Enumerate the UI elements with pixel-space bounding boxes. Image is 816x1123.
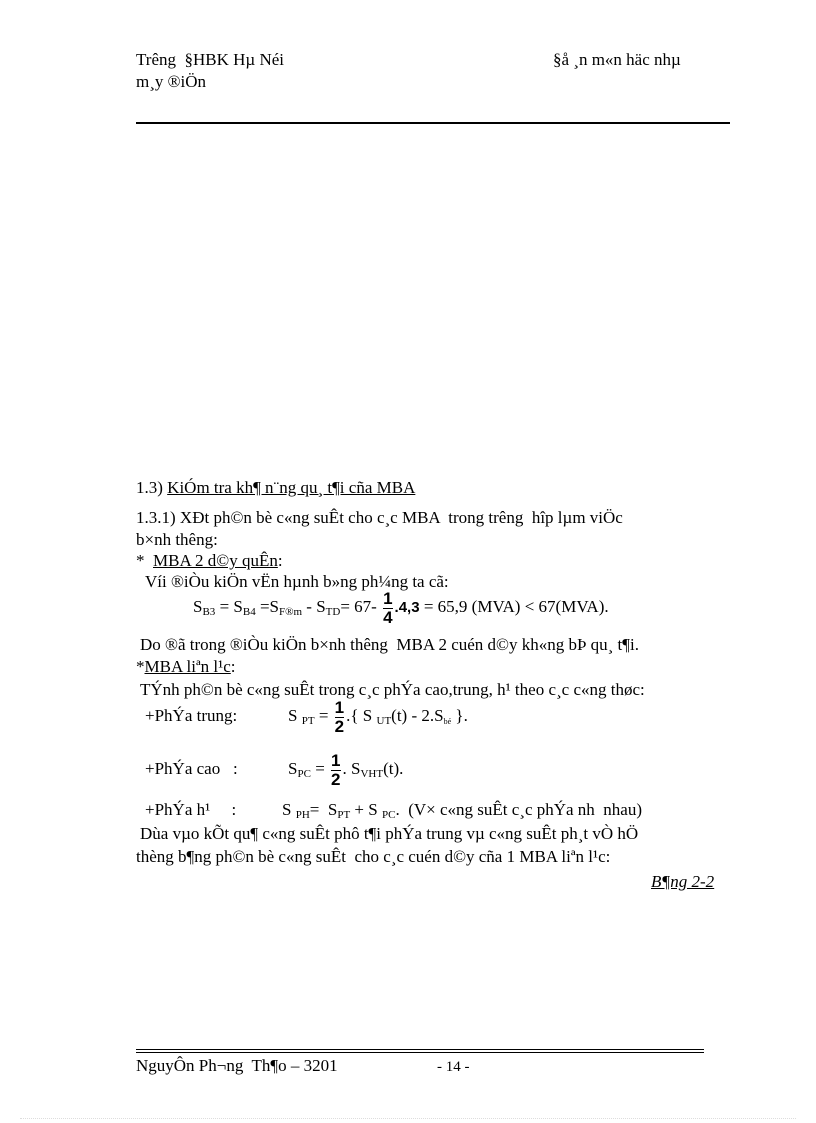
colon: :	[230, 657, 236, 676]
f-sub: PC	[381, 809, 396, 821]
formula-high	[288, 750, 403, 793]
f-sub: bé	[443, 717, 452, 726]
f-sub: PC	[297, 768, 311, 780]
mba2-heading	[136, 551, 283, 571]
f-text: S	[193, 597, 203, 616]
f-text: S	[282, 800, 296, 819]
para-line2: thèng b¶ng ph©n bè c«ng suÊt cho c¸c cuén d©y cña 1 MBA liªn l¹c:	[136, 847, 611, 866]
f-text: (t).	[383, 759, 404, 778]
mba2-title: MBA 2 d©y quÊn	[153, 551, 278, 570]
f-text: =S	[255, 597, 279, 616]
f-text: }.	[451, 706, 468, 725]
intro-text: Víi ®iÒu kiÖn vËn hµnh b»ng ph¼ng ta cã:	[145, 572, 449, 591]
f-text: =	[314, 706, 333, 725]
f-text: + S	[350, 800, 382, 819]
f-text: .{ S	[346, 706, 377, 725]
f-sub: B4	[242, 606, 256, 618]
f-result: = 65,9 (MVA) < 67(MVA).	[419, 597, 609, 616]
auto-title: MBA liªn l¹c	[144, 657, 231, 676]
section-heading	[136, 478, 415, 498]
section-number: 1.3)	[136, 478, 168, 497]
fraction	[331, 752, 340, 789]
f-text: = S	[309, 800, 338, 819]
bullet: *	[136, 657, 145, 676]
page-edge	[20, 1118, 796, 1119]
f-text: = S	[215, 597, 243, 616]
numerator: 1	[331, 750, 341, 770]
high-label: +PhÝa cao :	[145, 759, 238, 778]
formula-sb3	[193, 588, 609, 631]
bullet: *	[136, 551, 153, 570]
f-text: . S	[342, 759, 361, 778]
f-sub: UT	[376, 715, 392, 727]
auto-heading	[136, 657, 236, 677]
f-sub: TD	[325, 606, 341, 618]
numerator: 1	[334, 697, 345, 717]
f-text: =	[310, 759, 330, 778]
mid-label: +PhÝa trung:	[145, 706, 238, 725]
denominator: 4	[383, 607, 393, 627]
f-mult: .4,3	[394, 599, 420, 616]
f-text: = 67-	[340, 597, 382, 616]
f-text: S	[288, 706, 302, 725]
header-left-line1: Trêng §HBK Hµ Néi	[136, 50, 285, 69]
colon: :	[277, 551, 283, 570]
f-text: - S	[302, 597, 326, 616]
f-text: S	[288, 759, 298, 778]
page-number: - 14 -	[437, 1059, 470, 1075]
section-title: KiÓm tra kh¶ n¨ng qu¸ t¶i cña MBA	[167, 478, 416, 497]
header-left-line2: m¸y ®iÖn	[136, 72, 207, 91]
f-sub: VHT	[360, 768, 384, 780]
f-text: . (V× c«ng suÊt c¸c phÝa nh nhau)	[395, 800, 643, 819]
formula-mid	[288, 697, 468, 741]
conclusion: Do ®ã trong ®iÒu kiÖn b×nh thêng MBA 2 cuén d©y kh«ng bÞ qu¸ t¶i.	[140, 635, 639, 654]
table-reference: B¶ng 2-2	[651, 872, 715, 891]
footer-rule-top	[136, 1049, 704, 1050]
f-sub: PT	[337, 809, 351, 821]
header-rule	[136, 122, 730, 124]
fraction	[383, 590, 392, 627]
subsection-line2: b×nh thêng:	[136, 530, 218, 549]
formula-low	[282, 800, 642, 825]
subsection-line1: 1.3.1) XÐt ph©n bè c«ng suÊt cho c¸c MBA trong trêng hîp lµm viÖc	[136, 508, 623, 527]
header-right: §å ¸n m«n häc nhµ	[553, 50, 681, 69]
denominator: 2	[334, 716, 345, 736]
para-line1: Dùa vµo kÕt qu¶ c«ng suÊt phô t¶i phÝa trung vµ c«ng suÊt ph¸t vÒ hÖ	[140, 824, 639, 843]
f-sub: PH	[295, 809, 310, 821]
f-text: (t) - 2.S	[391, 706, 444, 725]
calc-intro: TÝnh ph©n bè c«ng suÊt trong c¸c phÝa cao,trung, h¹ theo c¸c c«ng thøc:	[140, 680, 645, 699]
f-sub: PT	[301, 715, 315, 727]
footer-author: NguyÔn Ph¬ng Th¶o – 3201	[136, 1056, 338, 1075]
footer-rule-bottom	[136, 1052, 704, 1053]
fraction	[335, 699, 344, 736]
numerator: 1	[383, 588, 393, 608]
denominator: 2	[331, 769, 341, 789]
f-sub: B3	[202, 606, 216, 618]
f-sub: F®m	[279, 606, 303, 618]
low-label: +PhÝa h¹ :	[145, 800, 237, 819]
